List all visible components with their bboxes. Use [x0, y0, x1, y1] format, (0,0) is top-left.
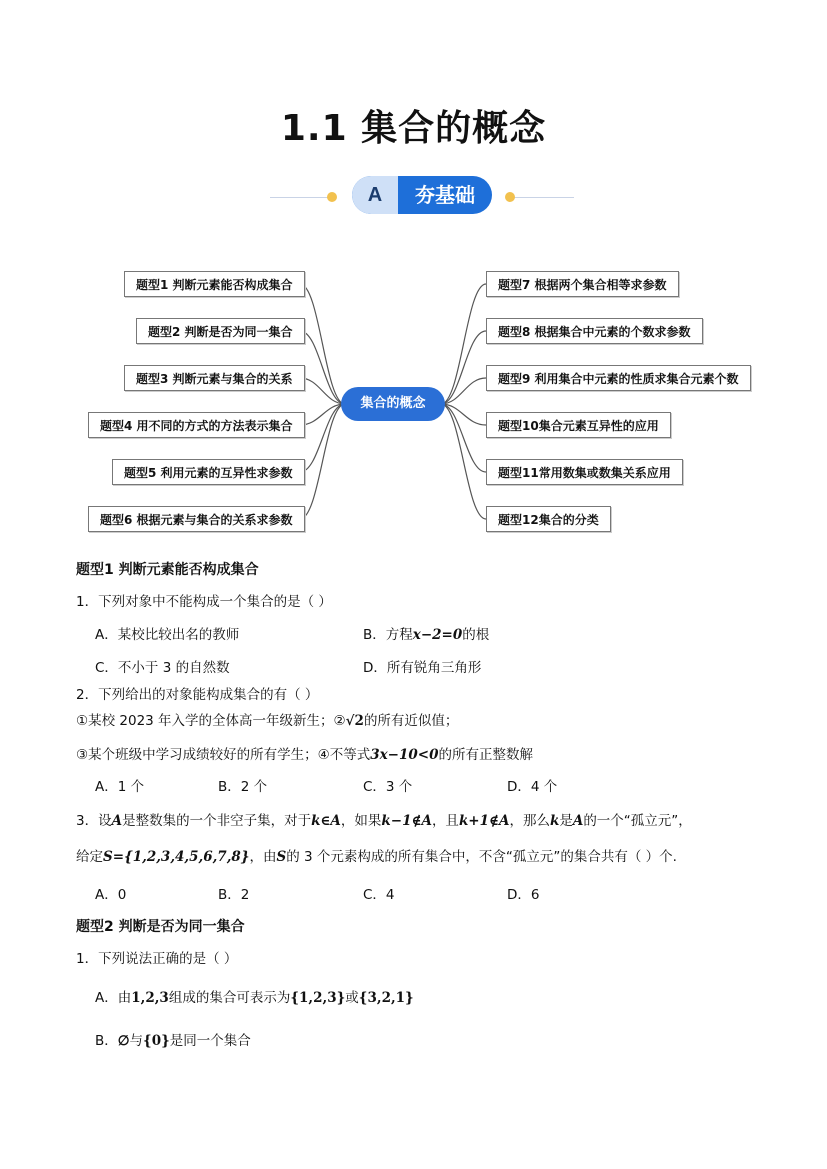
question-2-line-2 — [76, 745, 533, 765]
mind-map-node-type9: 题型9 利用集合中元素的性质求集合元素个数 — [486, 365, 751, 391]
option-b-suffix: 的根 — [462, 627, 490, 643]
question-3-option-a: A．0 — [95, 887, 127, 903]
mind-map — [0, 260, 827, 540]
mind-map-node-type1: 题型1 判断元素能否构成集合 — [124, 271, 305, 297]
question-2-option-a: A．1 个 — [95, 779, 145, 795]
option-b-prefix: B．方程 — [363, 627, 413, 643]
text: 给定 — [76, 849, 103, 865]
text: 组成的集合可表示为 — [168, 990, 291, 1006]
math-expression: {0} — [143, 1033, 170, 1049]
question-3-option-b: B．2 — [218, 887, 250, 903]
question-1-option-a: A．某校比较出名的教师 — [95, 627, 240, 643]
question-2-option-d: D．4 个 — [507, 779, 558, 795]
mind-map-node-type3: 题型3 判断元素与集合的关系 — [124, 365, 305, 391]
math-expression: A — [572, 813, 584, 829]
question-3-option-d: D．6 — [507, 887, 540, 903]
text: A．由 — [95, 990, 132, 1006]
math-expression: k−1∉A — [381, 813, 432, 829]
question-2-line-1 — [76, 711, 458, 731]
text: 与 — [129, 1033, 144, 1049]
badge-right-line — [512, 197, 574, 198]
section-badge — [352, 176, 492, 214]
question-4-stem: 1．下列说法正确的是（ ） — [76, 951, 238, 967]
math-expression: S — [276, 849, 287, 865]
math-expression: {1,2,3} — [290, 990, 346, 1006]
math-expression: k+1∉A — [458, 813, 510, 829]
text: 是 — [559, 813, 573, 829]
question-3-option-c: C．4 — [363, 887, 395, 903]
mind-map-node-type8: 题型8 根据集合中元素的个数求参数 — [486, 318, 703, 344]
q2-line2-prefix: ③某个班级中学习成绩较好的所有学生；④不等式 — [76, 747, 371, 763]
math-expression: ∅ — [117, 1033, 130, 1049]
page-title: 1.1 集合的概念 — [280, 108, 547, 149]
question-2-option-c: C．3 个 — [363, 779, 413, 795]
math-expression: x−2=0 — [412, 627, 463, 643]
mind-map-node-type5: 题型5 利用元素的互异性求参数 — [112, 459, 305, 485]
mind-map-node-type12: 题型12集合的分类 — [486, 506, 611, 532]
math-expression: 1,2,3 — [131, 990, 169, 1006]
question-2-stem: 2．下列给出的对象能构成集合的有（ ） — [76, 687, 319, 703]
text: ，且 — [431, 813, 459, 829]
mind-map-node-type11: 题型11常用数集或数集关系应用 — [486, 459, 683, 485]
question-1-option-b — [363, 625, 489, 645]
mind-map-node-type10: 题型10集合元素互异性的应用 — [486, 412, 671, 438]
section-heading-1: 题型1 判断元素能否构成集合 — [76, 562, 259, 578]
text: 3．设 — [76, 813, 112, 829]
badge-left-line — [270, 197, 332, 198]
math-expression: √2 — [345, 713, 364, 729]
q2-line1-prefix: ①某校 2023 年入学的全体高一年级新生；② — [76, 713, 346, 729]
text: ，那么 — [509, 813, 550, 829]
math-expression: 3x−10<0 — [370, 747, 439, 763]
question-3-line-2 — [76, 847, 677, 867]
mind-map-node-type2: 题型2 判断是否为同一集合 — [136, 318, 305, 344]
mind-map-node-type7: 题型7 根据两个集合相等求参数 — [486, 271, 679, 297]
text: 或 — [345, 990, 359, 1006]
mind-map-center: 集合的概念 — [341, 387, 445, 421]
badge-left-dot — [327, 192, 337, 202]
text: ，由 — [249, 849, 277, 865]
mind-map-node-type6: 题型6 根据元素与集合的关系求参数 — [88, 506, 305, 532]
badge-letter: A — [352, 176, 398, 214]
question-1-option-d: D．所有锐角三角形 — [363, 660, 482, 676]
question-3-line-1 — [76, 811, 692, 831]
text: 是同一个集合 — [169, 1033, 251, 1049]
text: 是整数集的一个非空子集，对于 — [122, 813, 312, 829]
section-heading-2: 题型2 判断是否为同一集合 — [76, 919, 245, 935]
question-1-option-c: C．不小于 3 的自然数 — [95, 660, 230, 676]
math-expression: A — [111, 813, 123, 829]
question-4-option-a — [95, 988, 414, 1008]
badge-right-dot — [505, 192, 515, 202]
question-1-stem: 1．下列对象中不能构成一个集合的是（ ） — [76, 594, 332, 610]
math-expression: k∈A — [311, 813, 341, 829]
math-expression: S={1,2,3,4,5,6,7,8} — [103, 849, 250, 865]
q2-line2-suffix: 的所有正整数解 — [438, 747, 533, 763]
question-2-option-b: B．2 个 — [218, 779, 268, 795]
math-expression: {3,2,1} — [358, 990, 414, 1006]
text: B． — [95, 1033, 118, 1049]
badge-text: 夯基础 — [415, 183, 475, 207]
math-expression: k — [549, 813, 560, 829]
text: 的 3 个元素构成的所有集合中，不含“孤立元”的集合共有（ ）个. — [286, 849, 677, 865]
text: ，如果 — [340, 813, 382, 829]
question-4-option-b — [95, 1031, 251, 1051]
q2-line1-suffix: 的所有近似值； — [363, 713, 459, 729]
text: 的一个“孤立元”， — [583, 813, 692, 829]
mind-map-node-type4: 题型4 用不同的方式的方法表示集合 — [88, 412, 305, 438]
